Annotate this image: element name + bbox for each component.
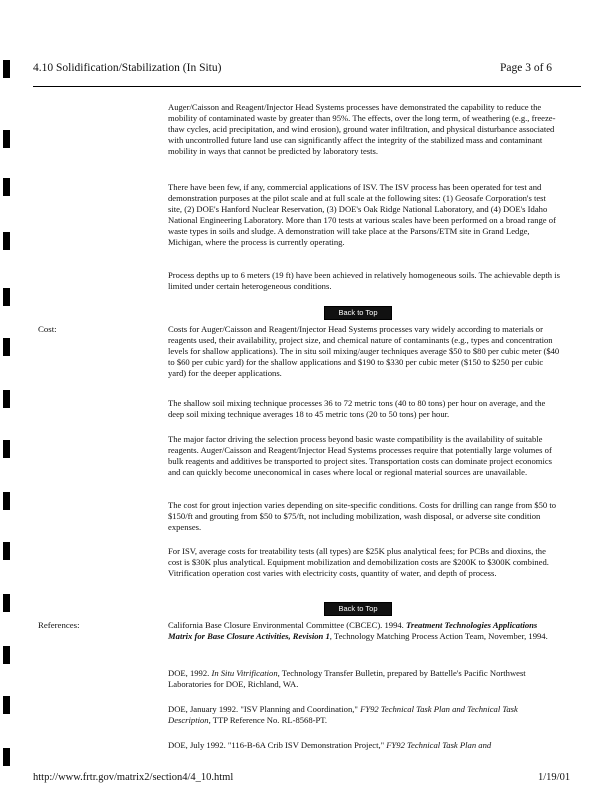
footer-date: 1/19/01 xyxy=(538,772,571,783)
reference-item xyxy=(168,668,560,690)
paragraph: The cost for grout injection varies depending on site-specific conditions. Costs for drilling can range from $50 to $150/ft and grouting from $50 to $75/ft, not including mobilization, wash disposal, or adverse site condition expenses. xyxy=(168,500,557,532)
scan-edge-mark xyxy=(3,130,10,148)
cost-section xyxy=(168,500,560,533)
reference-text: DOE, July 1992. "116-B-6A Crib ISV Demonstration Project," xyxy=(168,740,387,750)
header-rule xyxy=(33,86,581,87)
footer-url[interactable]: http://www.frtr.gov/matrix2/section4/4_10.html xyxy=(33,772,234,783)
cost-section xyxy=(168,398,560,420)
paragraph: There have been few, if any, commercial applications of ISV. The ISV process has been operated for test and demonstration purposes at the pilot scale and at full scale at the following sites: (1) Geosafe Corporation's test site, (2) DOE's Hanford Nuclear Reservation, (3) DOE's Oak Ridge National Laboratory, and (4) DOE's Idaho National Engineering Laboratory. More than 170 tests at various scales have been performed on a broad range of waste types in soils and sludge. A demonstration will take place at the Parsons/ETM site in Grand Ledge, Michigan, where the process is currently operating. xyxy=(168,182,556,247)
reference-text: , Technology Transfer Bulletin, prepared by Battelle's Pacific Northwest Laboratories for DOE, Richland, WA. xyxy=(168,668,526,689)
cost-section xyxy=(168,546,560,579)
reference-text: , TTP Reference No. RL-8568-PT. xyxy=(208,715,328,725)
paragraph: The major factor driving the selection process beyond basic waste compatibility is the availability of suitable reagents. Auger/Caisson and Reagent/Injector Head Systems processes require that potentially large volumes of bulk reagents and additives be transported to project sites. Transportation costs can dominate project economics and can quickly become uneconomical in cases where local or regional material sources are unavailable. xyxy=(168,434,552,477)
paragraph: Costs for Auger/Caisson and Reagent/Injector Head Systems processes vary widely according to materials or reagents used, their availability, project size, and chemical nature of contaminants (e.g., types and concentration levels for shallow applications). The in situ soil mixing/auger techniques average $50 to $80 per cubic meter ($40 to $60 per cubic yard) for the shallow applications and $190 to $330 per cubic meter ($150 to $250 per cubic yard) for the deeper applications. xyxy=(168,324,560,378)
back-to-top-button[interactable]: Back to Top xyxy=(324,602,392,616)
cost-label: Cost: xyxy=(38,324,57,334)
scan-edge-mark xyxy=(3,178,10,196)
reference-item xyxy=(168,620,560,642)
back-to-top-button[interactable]: Back to Top xyxy=(324,306,392,320)
paragraph: The shallow soil mixing technique processes 36 to 72 metric tons (40 to 80 tons) per hour on average, and the deep soil mixing technique averages 18 to 45 metric tons (20 to 50 tons) per hour. xyxy=(168,398,546,419)
cost-section xyxy=(168,324,560,379)
paragraph: Auger/Caisson and Reagent/Injector Head Systems processes have demonstrated the capability to reduce the mobility of contaminated waste by greater than 95%. The effects, over the long term, of weathering (e.g., freeze-thaw cycles, acid precipitation, and wind erosion), ground water infiltration, and physical disturbance associated with uncontrolled future land use can significantly affect the integrity of the stabilized mass and contaminant mobility in ways that cannot be predicted by laboratory tests. xyxy=(168,102,556,156)
reference-text: DOE, 1992. xyxy=(168,668,212,678)
reference-title: FY92 Technical Task Plan and Technical Task Description xyxy=(168,704,518,725)
reference-text: , Technology Matching Process Action Team, November, 1994. xyxy=(329,631,548,641)
paragraph: Process depths up to 6 meters (19 ft) have been achieved in relatively homogeneous soils. The achievable depth is limited under certain heterogeneous conditions. xyxy=(168,270,560,291)
scan-edge-mark xyxy=(3,440,10,458)
reference-text: DOE, January 1992. "ISV Planning and Coordination," xyxy=(168,704,361,714)
scan-edge-mark xyxy=(3,338,10,356)
reference-title: In Situ Vitrification xyxy=(211,668,278,678)
top-section xyxy=(168,102,560,157)
references-label: References: xyxy=(38,620,80,630)
scan-edge-mark xyxy=(3,646,10,664)
scan-edge-mark xyxy=(3,232,10,250)
cost-section xyxy=(168,434,560,478)
scan-edge-mark xyxy=(3,492,10,510)
scan-edge-mark xyxy=(3,542,10,560)
page-number: Page 3 of 6 xyxy=(500,62,553,74)
top-section xyxy=(168,270,560,292)
scan-edge-mark xyxy=(3,60,10,78)
reference-title: FY92 Technical Task Plan and xyxy=(386,740,492,750)
scan-edge-mark xyxy=(3,594,10,612)
scan-edge-mark xyxy=(3,390,10,408)
reference-item xyxy=(168,704,560,726)
scan-edge-mark xyxy=(3,288,10,306)
scan-edge-mark xyxy=(3,696,10,714)
page-title: 4.10 Solidification/Stabilization (In Situ) xyxy=(33,62,222,74)
paragraph: For ISV, average costs for treatability tests (all types) are $25K plus analytical fees; for PCBs and dioxins, the cost is $30K plus analytical. Equipment mobilization and demobilization costs are $200K to $300K combined. Vitrification operation cost varies with electricity costs, quantity of water, and depth of process. xyxy=(168,546,549,578)
reference-text: California Base Closure Environmental Committee (CBCEC). 1994. xyxy=(168,620,406,630)
scan-edge-mark xyxy=(3,748,10,766)
reference-title: Treatment Technologies Applications Matrix for Base Closure Activities, Revision 1 xyxy=(168,620,538,641)
reference-item xyxy=(168,740,560,751)
top-section xyxy=(168,182,560,248)
